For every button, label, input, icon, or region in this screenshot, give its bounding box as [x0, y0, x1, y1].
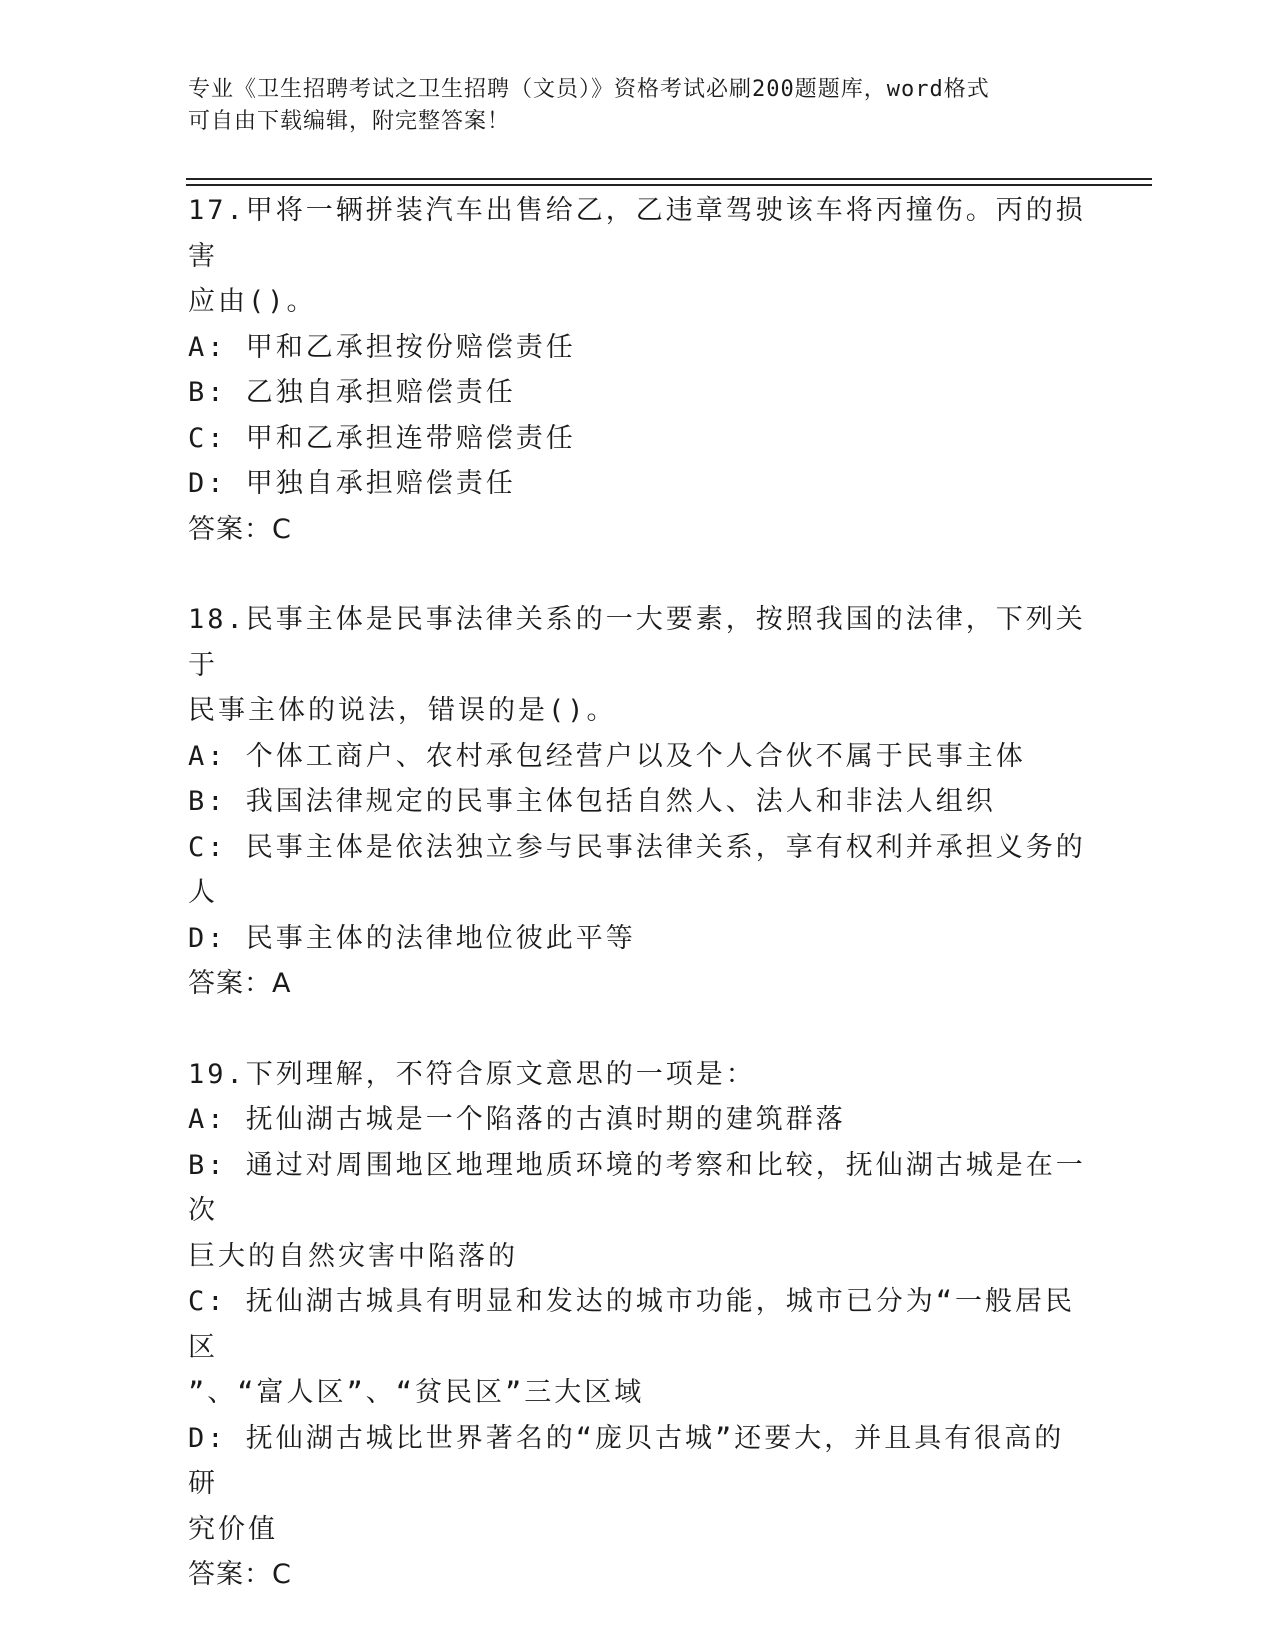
- option-c-continued: ”、“富人区”、“贫民区”三大区域: [188, 1377, 645, 1408]
- option-c: C: 民事主体是依法独立参与民事法律关系，享有权利并承担义务的人: [188, 831, 1086, 908]
- question-text: 19.下列理解，不符合原文意思的一项是：: [188, 1058, 756, 1090]
- question-18: [188, 597, 1088, 1007]
- option-d: D: 甲独自承担赔偿责任: [188, 468, 516, 499]
- header-line-1: 专业《卫生招聘考试之卫生招聘（文员）》资格考试必刷200题题库，word格式: [188, 77, 990, 102]
- option-d: D: 民事主体的法律地位彼此平等: [188, 922, 636, 954]
- question-17: [188, 188, 1088, 552]
- option-b-continued: 巨大的自然灾害中陷落的: [188, 1240, 518, 1272]
- answer: 答案：C: [188, 513, 292, 545]
- document-header: [188, 74, 1068, 138]
- question-spacer: [188, 1007, 1088, 1052]
- question-text: 18.民事主体是民事法律关系的一大要素，按照我国的法律，下列关于: [188, 604, 1086, 681]
- option-b: B: 通过对周围地区地理地质环境的考察和比较，抚仙湖古城是在一次: [188, 1149, 1086, 1226]
- option-a: A: 抚仙湖古城是一个陷落的古滇时期的建筑群落: [188, 1104, 846, 1135]
- question-spacer: [188, 552, 1088, 597]
- question-list: [188, 188, 1088, 1598]
- option-b: B: 我国法律规定的民事主体包括自然人、法人和非法人组织: [188, 786, 996, 817]
- option-c: C: 甲和乙承担连带赔偿责任: [188, 422, 576, 454]
- option-d: D: 抚仙湖古城比世界著名的“庞贝古城”还要大，并且具有很高的研: [188, 1422, 1065, 1499]
- option-d-continued: 究价值: [188, 1513, 278, 1545]
- header-rule-top: [186, 178, 1152, 180]
- option-b: B: 乙独自承担赔偿责任: [188, 377, 516, 408]
- answer: 答案：C: [188, 1559, 292, 1590]
- question-text-continued: 民事主体的说法，错误的是()。: [188, 695, 617, 726]
- question-text-continued: 应由()。: [188, 286, 317, 317]
- question-19: [188, 1052, 1088, 1598]
- header-rule-bottom: [186, 184, 1152, 186]
- option-c: C: 抚仙湖古城具有明显和发达的城市功能，城市已分为“一般居民区: [188, 1286, 1076, 1363]
- option-a: A: 甲和乙承担按份赔偿责任: [188, 331, 576, 363]
- header-line-2: 可自由下载编辑，附完整答案！: [188, 109, 511, 134]
- option-a: A: 个体工商户、农村承包经营户以及个人合伙不属于民事主体: [188, 740, 1026, 772]
- question-text: 17.甲将一辆拼装汽车出售给乙，乙违章驾驶该车将丙撞伤。丙的损害: [188, 195, 1086, 272]
- answer: 答案：A: [188, 968, 292, 999]
